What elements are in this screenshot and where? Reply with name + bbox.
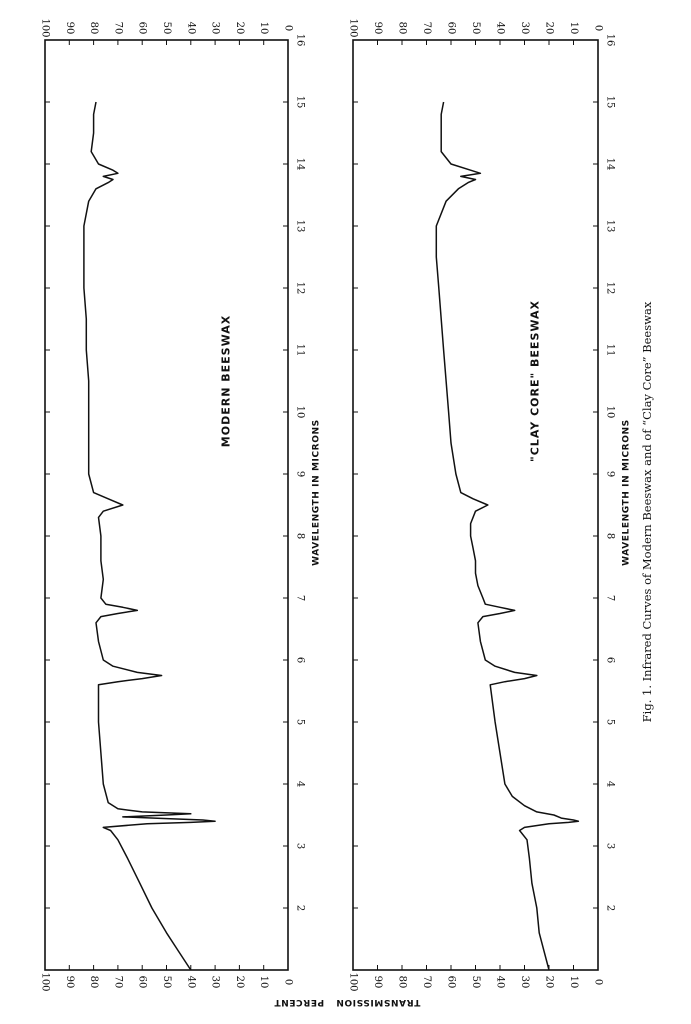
y-tick-label-bottom: 60 bbox=[445, 975, 457, 989]
x-tick-label: 11 bbox=[604, 343, 616, 357]
y-tick-label-bottom: 90 bbox=[372, 975, 383, 989]
x-tick-label: 2 bbox=[604, 904, 616, 912]
y-tick-label-top: 10 bbox=[568, 21, 579, 35]
x-tick-label: 8 bbox=[604, 532, 616, 540]
x-tick-label: 14 bbox=[604, 157, 616, 171]
x-tick-label: 12 bbox=[604, 281, 616, 295]
x-tick-label: 13 bbox=[604, 219, 616, 233]
panel-title: MODERN BEESWAX bbox=[219, 314, 233, 448]
y-tick-label-bottom: 60 bbox=[136, 975, 148, 989]
y-tick-label-bottom: 30 bbox=[519, 975, 530, 989]
y-tick-label-bottom: 20 bbox=[543, 975, 555, 989]
y-axis-label-right: PERCENT bbox=[273, 997, 325, 1007]
x-tick-label: 10 bbox=[294, 405, 306, 419]
x-tick-label: 5 bbox=[604, 718, 616, 726]
x-tick-label: 5 bbox=[294, 718, 306, 726]
x-tick-label: 11 bbox=[294, 343, 306, 357]
y-tick-label-bottom: 70 bbox=[112, 975, 124, 989]
y-tick-label-bottom: 20 bbox=[233, 975, 245, 989]
x-tick-label: 2 bbox=[294, 904, 306, 912]
y-tick-label-top: 70 bbox=[112, 21, 124, 35]
x-tick-label: 9 bbox=[604, 470, 616, 478]
y-tick-label-top: 70 bbox=[421, 21, 432, 35]
y-tick-label-bottom: 100 bbox=[347, 972, 359, 992]
y-tick-label-top: 0 bbox=[282, 24, 294, 32]
x-axis-label: WAVELENGTH IN MICRONS bbox=[311, 419, 322, 566]
x-tick-label: 7 bbox=[604, 594, 616, 602]
x-tick-label: 6 bbox=[294, 656, 306, 664]
x-tick-label: 4 bbox=[294, 780, 306, 788]
y-tick-label-bottom: 30 bbox=[209, 975, 221, 989]
x-axis-label: WAVELENGTH IN MICRONS bbox=[621, 419, 632, 566]
y-tick-label-top: 60 bbox=[445, 21, 457, 35]
y-tick-label-top: 20 bbox=[233, 21, 245, 35]
x-tick-label: 9 bbox=[294, 470, 306, 478]
x-tick-label: 15 bbox=[604, 95, 616, 109]
y-tick-label-bottom: 0 bbox=[592, 978, 604, 986]
y-tick-label-top: 10 bbox=[258, 21, 270, 35]
y-tick-label-bottom: 70 bbox=[421, 975, 432, 989]
x-tick-label: 10 bbox=[604, 405, 616, 419]
y-tick-label-bottom: 40 bbox=[494, 975, 506, 989]
y-tick-label-bottom: 80 bbox=[396, 975, 408, 989]
y-tick-label-top: 100 bbox=[39, 18, 51, 38]
y-tick-label-bottom: 90 bbox=[63, 975, 75, 989]
x-tick-label: 15 bbox=[294, 95, 306, 109]
x-tick-label: 3 bbox=[294, 842, 306, 850]
y-tick-label-bottom: 50 bbox=[161, 975, 172, 989]
y-axis-label-left: TRANSMISSION bbox=[335, 997, 421, 1007]
y-tick-label-top: 60 bbox=[136, 21, 148, 35]
x-tick-label: 6 bbox=[604, 656, 616, 664]
y-tick-label-top: 0 bbox=[592, 24, 604, 32]
y-tick-label-top: 30 bbox=[209, 21, 221, 35]
y-tick-label-bottom: 40 bbox=[185, 975, 197, 989]
y-tick-label-top: 30 bbox=[519, 21, 530, 35]
x-tick-label: 12 bbox=[294, 281, 306, 295]
x-tick-label: 14 bbox=[294, 157, 306, 171]
y-tick-label-top: 80 bbox=[88, 21, 100, 35]
panel-title: "CLAY CORE" BEESWAX bbox=[528, 299, 542, 463]
panel-modern-beeswax bbox=[40, 18, 322, 991]
y-tick-label-top: 100 bbox=[347, 18, 359, 38]
y-tick-label-top: 90 bbox=[372, 21, 383, 35]
x-tick-label: 3 bbox=[604, 842, 616, 850]
y-tick-label-top: 40 bbox=[185, 21, 197, 35]
y-tick-label-bottom: 100 bbox=[39, 972, 51, 992]
y-tick-label-bottom: 10 bbox=[568, 975, 579, 989]
x-tick-label: 8 bbox=[294, 532, 306, 540]
y-tick-label-top: 50 bbox=[470, 21, 481, 35]
y-tick-label-top: 20 bbox=[543, 21, 555, 35]
y-tick-label-top: 40 bbox=[494, 21, 506, 35]
x-tick-label: 16 bbox=[604, 33, 616, 47]
y-tick-label-bottom: 10 bbox=[258, 975, 270, 989]
y-tick-label-bottom: 80 bbox=[88, 975, 100, 989]
y-tick-label-top: 90 bbox=[63, 21, 75, 35]
x-tick-label: 7 bbox=[294, 594, 306, 602]
figure-caption: Fig. 1. Infrared Curves of Modern Beeswax and of “Clay Core” Beeswax bbox=[640, 301, 654, 723]
x-tick-label: 4 bbox=[604, 780, 616, 788]
y-tick-label-bottom: 50 bbox=[470, 975, 481, 989]
spectrum-line bbox=[436, 102, 578, 970]
y-tick-label-top: 50 bbox=[161, 21, 172, 35]
x-tick-label: 13 bbox=[294, 219, 306, 233]
y-tick-label-bottom: 0 bbox=[282, 978, 294, 986]
plot-frame bbox=[45, 40, 288, 970]
x-tick-label: 16 bbox=[294, 33, 306, 47]
spectrum-line bbox=[84, 102, 215, 970]
panel-clay-core-beeswax bbox=[348, 18, 632, 991]
y-tick-label-top: 80 bbox=[396, 21, 408, 35]
